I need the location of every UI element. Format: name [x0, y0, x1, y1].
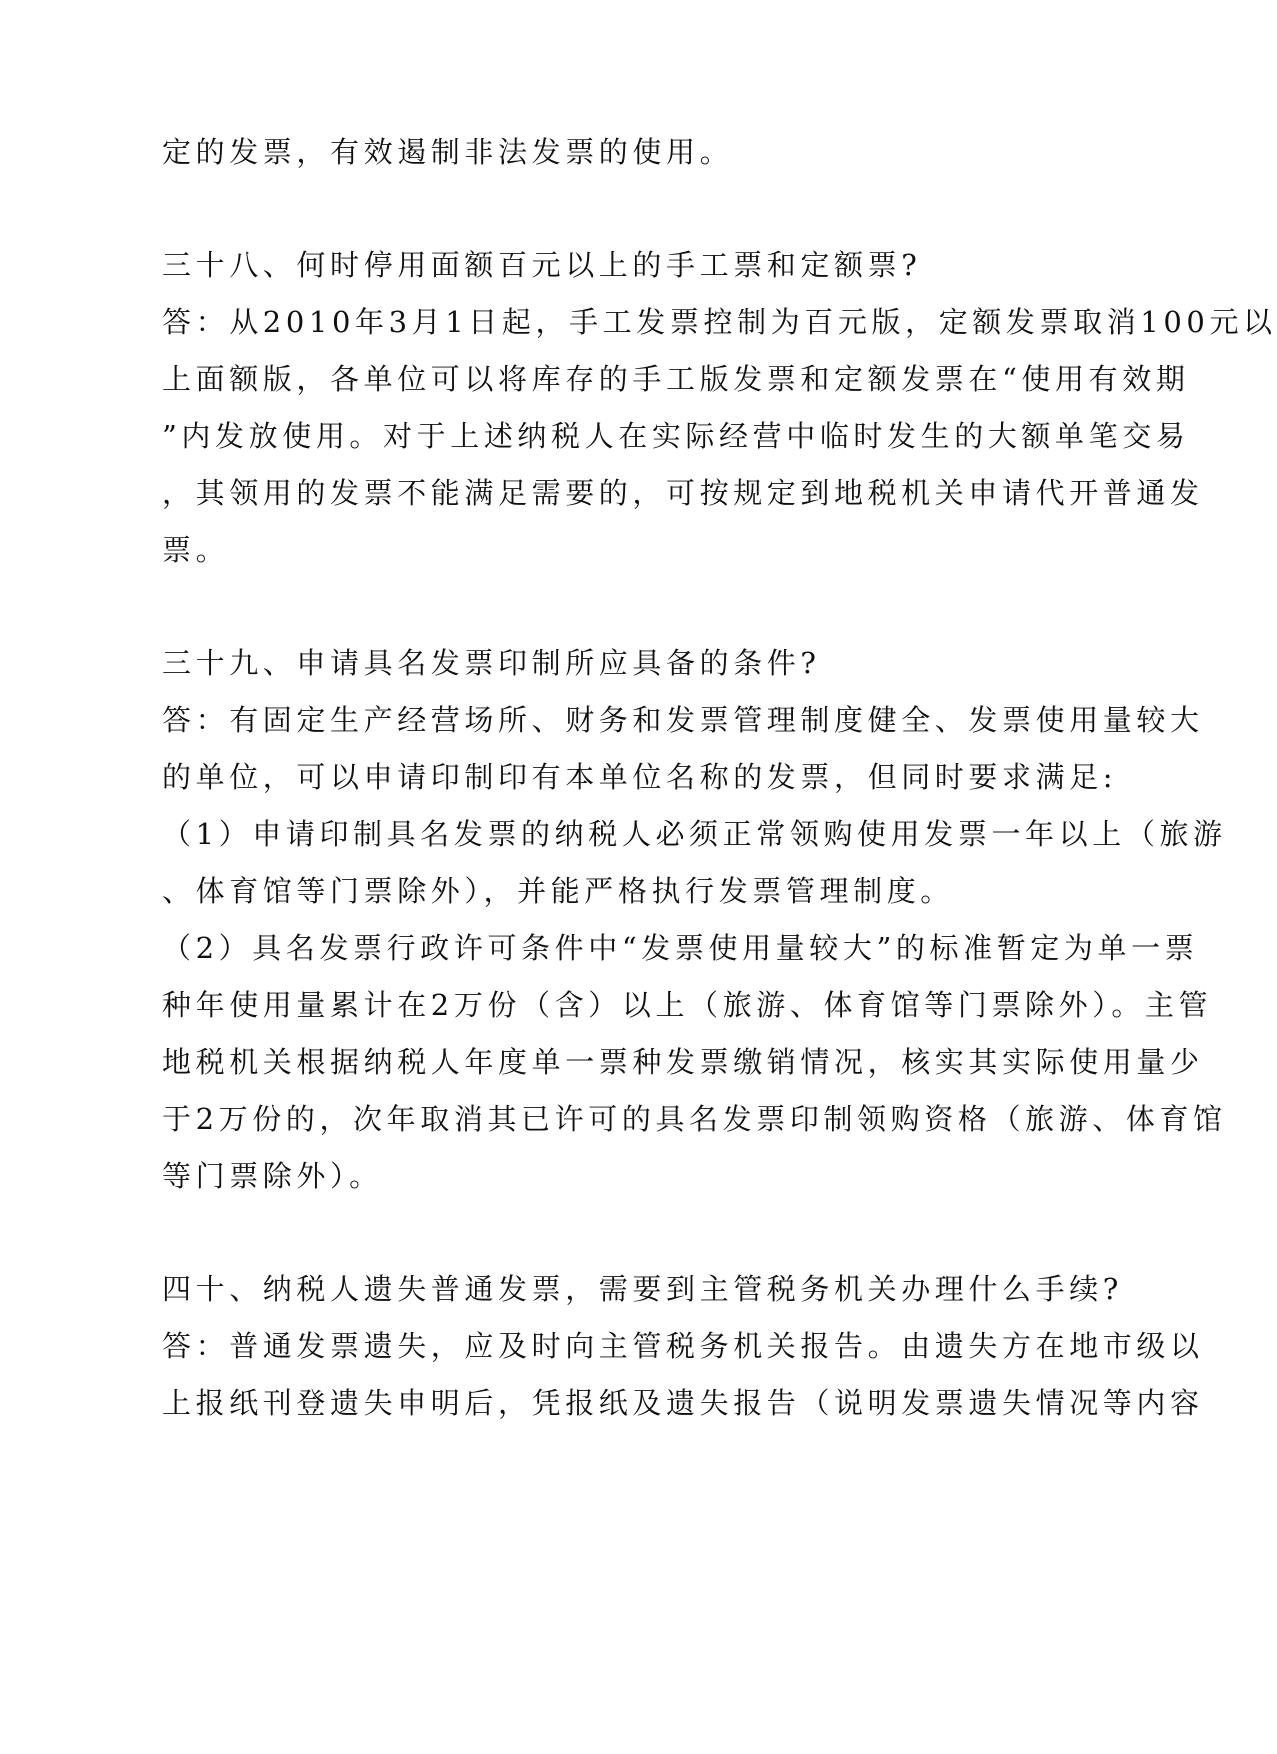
- answer-line: 于2万份的，次年取消其已许可的具名发票印制领购资格（旅游、体育馆: [162, 1102, 1227, 1136]
- answer-line: 的单位，可以申请印制印有本单位名称的发票，但同时要求满足:: [162, 760, 1118, 794]
- answer-line: （1）申请印制具名发票的纳税人必须正常领购使用发票一年以上（旅游: [162, 817, 1227, 851]
- question-heading-39: 三十九、申请具名发票印制所应具备的条件?: [162, 646, 821, 680]
- answer-line: 上面额版，各单位可以将库存的手工版发票和定额发票在“使用有效期: [162, 362, 1190, 396]
- answer-line: 种年使用量累计在2万份（含）以上（旅游、体育馆等门票除外）。主管: [162, 988, 1213, 1022]
- answer-line: 答：从2010年3月1日起，手工发票控制为百元版，定额发票取消100元以: [162, 305, 1277, 339]
- question-heading-38: 三十八、何时停用面额百元以上的手工票和定额票?: [162, 248, 922, 282]
- answer-line: 等门票除外）。: [162, 1159, 383, 1193]
- answer-line: 上报纸刊登遗失申明后，凭报纸及遗失报告（说明发票遗失情况等内容: [162, 1386, 1204, 1420]
- answer-line: 票。: [162, 533, 230, 567]
- answer-line: ，其领用的发票不能满足需要的，可按规定到地税机关申请代开普通发: [162, 476, 1204, 510]
- answer-line: 、体育馆等门票除外），并能严格执行发票管理制度。: [162, 874, 954, 908]
- paragraph-line: 定的发票，有效遏制非法发票的使用。: [162, 135, 734, 169]
- answer-line: 答：有固定生产经营场所、财务和发票管理制度健全、发票使用量较大: [162, 703, 1204, 737]
- answer-line: （2）具名发票行政许可条件中“发票使用量较大”的标准暂定为单一票: [162, 931, 1199, 965]
- question-heading-40: 四十、纳税人遗失普通发票，需要到主管税务机关办理什么手续?: [162, 1272, 1123, 1306]
- answer-line: 答：普通发票遗失，应及时向主管税务机关报告。由遗失方在地市级以: [162, 1329, 1204, 1363]
- answer-line: 地税机关根据纳税人年度单一票种发票缴销情况，核实其实际使用量少: [162, 1045, 1204, 1079]
- answer-line: ”内发放使用。对于上述纳税人在实际经营中临时发生的大额单笔交易: [162, 419, 1190, 453]
